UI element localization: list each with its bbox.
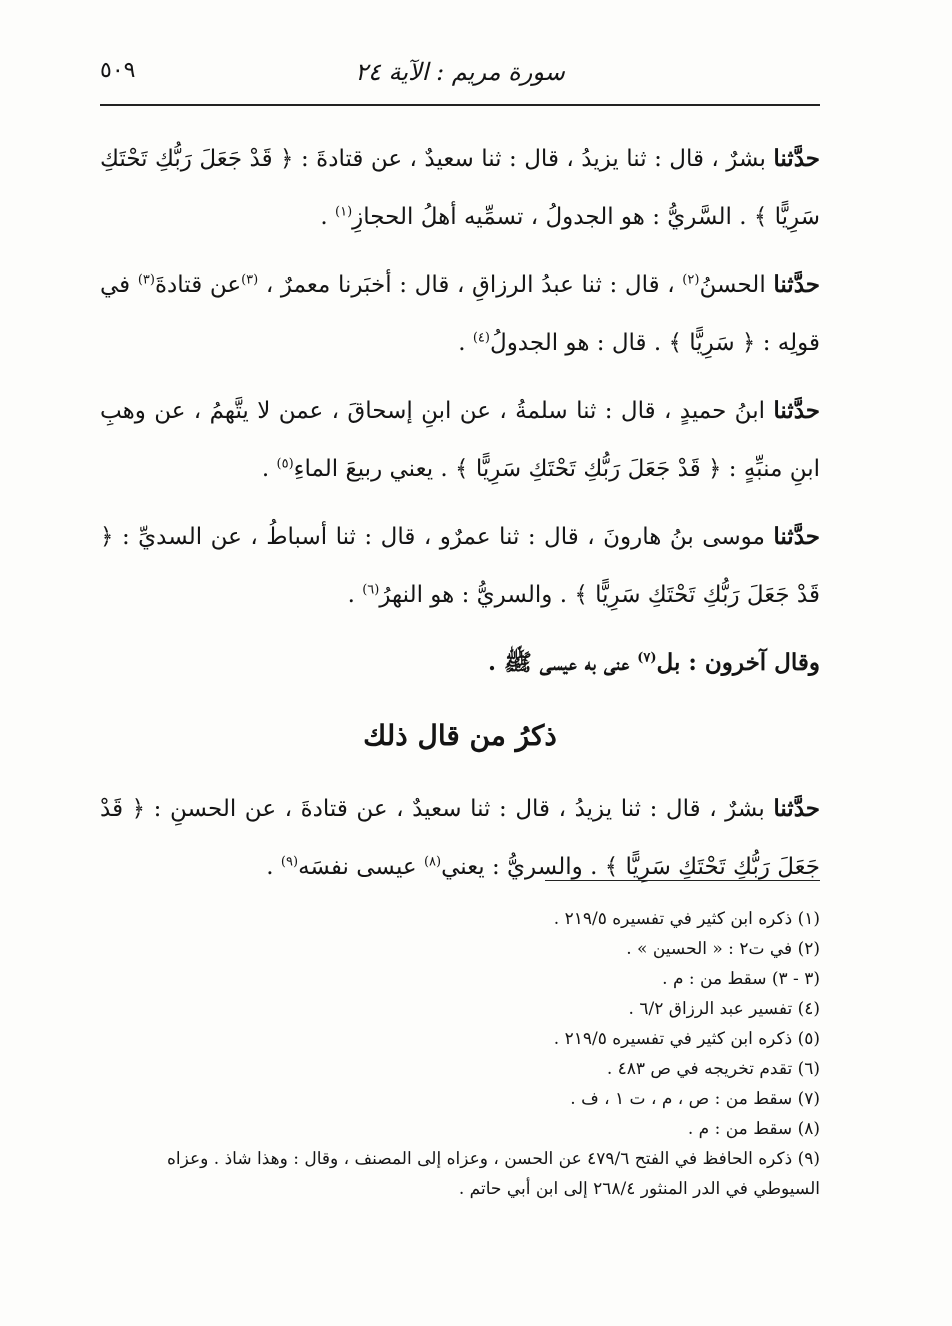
- footnote-ref: (٣): [241, 272, 259, 288]
- paragraph-text: عنى به عيسى ﷺ .: [487, 649, 638, 676]
- page-header: [100, 52, 820, 92]
- paragraph-text: : بل: [656, 649, 705, 676]
- section-heading: ذكرُ من قال ذلك: [363, 719, 557, 752]
- running-title: سورة مريم : الآية ٢٤: [355, 58, 565, 86]
- paragraph-3: [100, 382, 820, 498]
- paragraph-tail: .: [458, 330, 473, 356]
- page-number: ٥٠٩: [100, 58, 136, 83]
- paragraph-text: الحسنُ: [699, 272, 774, 298]
- paragraph-4: [100, 508, 820, 624]
- footnote: (٤) تفسير عبد الرزاق ٦/٢ .: [628, 999, 820, 1019]
- footnote: (٥) ذكره ابن كثير في تفسيره ٢١٩/٥ .: [553, 1029, 820, 1049]
- footnote-ref: (١): [335, 204, 353, 220]
- paragraph-text: عيسى نفسَه: [298, 854, 424, 880]
- isnad-lead: حدَّثنا: [773, 397, 820, 424]
- isnad-lead: حدَّثنا: [773, 795, 820, 822]
- footnote-ref: (٩): [280, 854, 299, 870]
- header-rule: [100, 104, 820, 106]
- footnote: (٣ - ٣) سقط من : م .: [662, 969, 820, 989]
- footnote-ref: (٧): [637, 650, 657, 666]
- footnote: (٦) تقدم تخريجه في ص ٤٨٣ .: [606, 1059, 820, 1079]
- paragraph-text: في قولِه : ﴿ سَرِيًّا ﴾ . قال : هو الجدولُ: [100, 272, 820, 356]
- paragraph-tail: .: [266, 854, 281, 880]
- paragraph-6: [100, 780, 820, 896]
- footnote-ref: (٨): [423, 854, 442, 870]
- isnad-lead: وقال آخرون: [704, 649, 820, 676]
- footnote-ref: (٢): [682, 272, 700, 288]
- paragraph-text: بشرٌ ، قال : ثنا يزيدُ ، قال : ثنا سعيدٌ ، عن قتادةَ : ﴿ قَدْ جَعَلَ رَبُّكِ تَحْتَكِ سَرِيًّا ﴾ . السَّريُّ : هو الجدولُ ، تسمِّيه أهلُ الحجازِ: [100, 146, 820, 230]
- footnote-ref: (٣): [137, 272, 155, 288]
- paragraph-tail: .: [347, 582, 363, 608]
- paragraph-tail: .: [320, 204, 336, 230]
- footnote: (٨) سقط من : م .: [687, 1119, 820, 1139]
- paragraph-text: عن قتادةَ: [154, 272, 242, 298]
- footnote-ref: (٤): [472, 330, 490, 346]
- footnote: (٩) ذكره الحافظ في الفتح ٤٧٩/٦ عن الحسن ، وعزاه إلى المصنف ، وقال : وهذا شاذ . وعزاه السيوطي في الدر المنثور ٢٦٨/٤ إلى ابن أبي حاتم .: [167, 1149, 820, 1199]
- footnote-ref: (٦): [362, 582, 380, 598]
- paragraph-5: [100, 634, 820, 692]
- footnote: (٧) سقط من : ص ، م ، ت ١ ، ف .: [570, 1089, 820, 1109]
- isnad-lead: حدَّثنا: [773, 523, 820, 550]
- paragraph-2: [100, 256, 820, 372]
- paragraph-text: ، قال : ثنا عبدُ الرزاقِ ، قال : أخبَرنا معمرٌ ،: [258, 272, 683, 298]
- footnote-ref: (٥): [276, 456, 294, 472]
- paragraph-text: موسى بنُ هارونَ ، قال : ثنا عمرٌو ، قال : ثنا أسباطُ ، عن السديِّ : ﴿ قَدْ جَعَلَ رَبُّكِ تَحْتَكِ سَرِيًّا ﴾ . والسريُّ : هو النهرُ: [100, 524, 820, 608]
- paragraph-tail: .: [261, 456, 277, 482]
- footnote: (٢) في ت٢ : « الحسين » .: [626, 939, 820, 959]
- footnote-rule: [545, 880, 820, 881]
- isnad-lead: حدَّثنا: [773, 145, 820, 172]
- paragraph-text: ابنُ حميدٍ ، قال : ثنا سلمةُ ، عن ابنِ إسحاقَ ، عمن لا يتَّهمُ ، عن وهبِ ابنِ منبِّهٍ : ﴿ قَدْ جَعَلَ رَبُّكِ تَحْتَكِ سَرِيًّا ﴾ . يعني ربيعَ الماءِ: [100, 398, 820, 482]
- paragraph-1: [100, 130, 820, 246]
- paragraph-text: بشرٌ ، قال : ثنا يزيدُ ، قال : ثنا سعيدٌ ، عن قتادةَ ، عن الحسنِ : ﴿ قَدْ جَعَلَ رَبُّكِ تَحْتَكِ سَرِيًّا ﴾ . والسريُّ : يعني: [100, 796, 820, 880]
- footnotes: [100, 904, 820, 1204]
- main-text: [100, 130, 820, 906]
- footnote: (١) ذكره ابن كثير في تفسيره ٢١٩/٥ .: [553, 909, 820, 929]
- isnad-lead: حدَّثنا: [773, 271, 820, 298]
